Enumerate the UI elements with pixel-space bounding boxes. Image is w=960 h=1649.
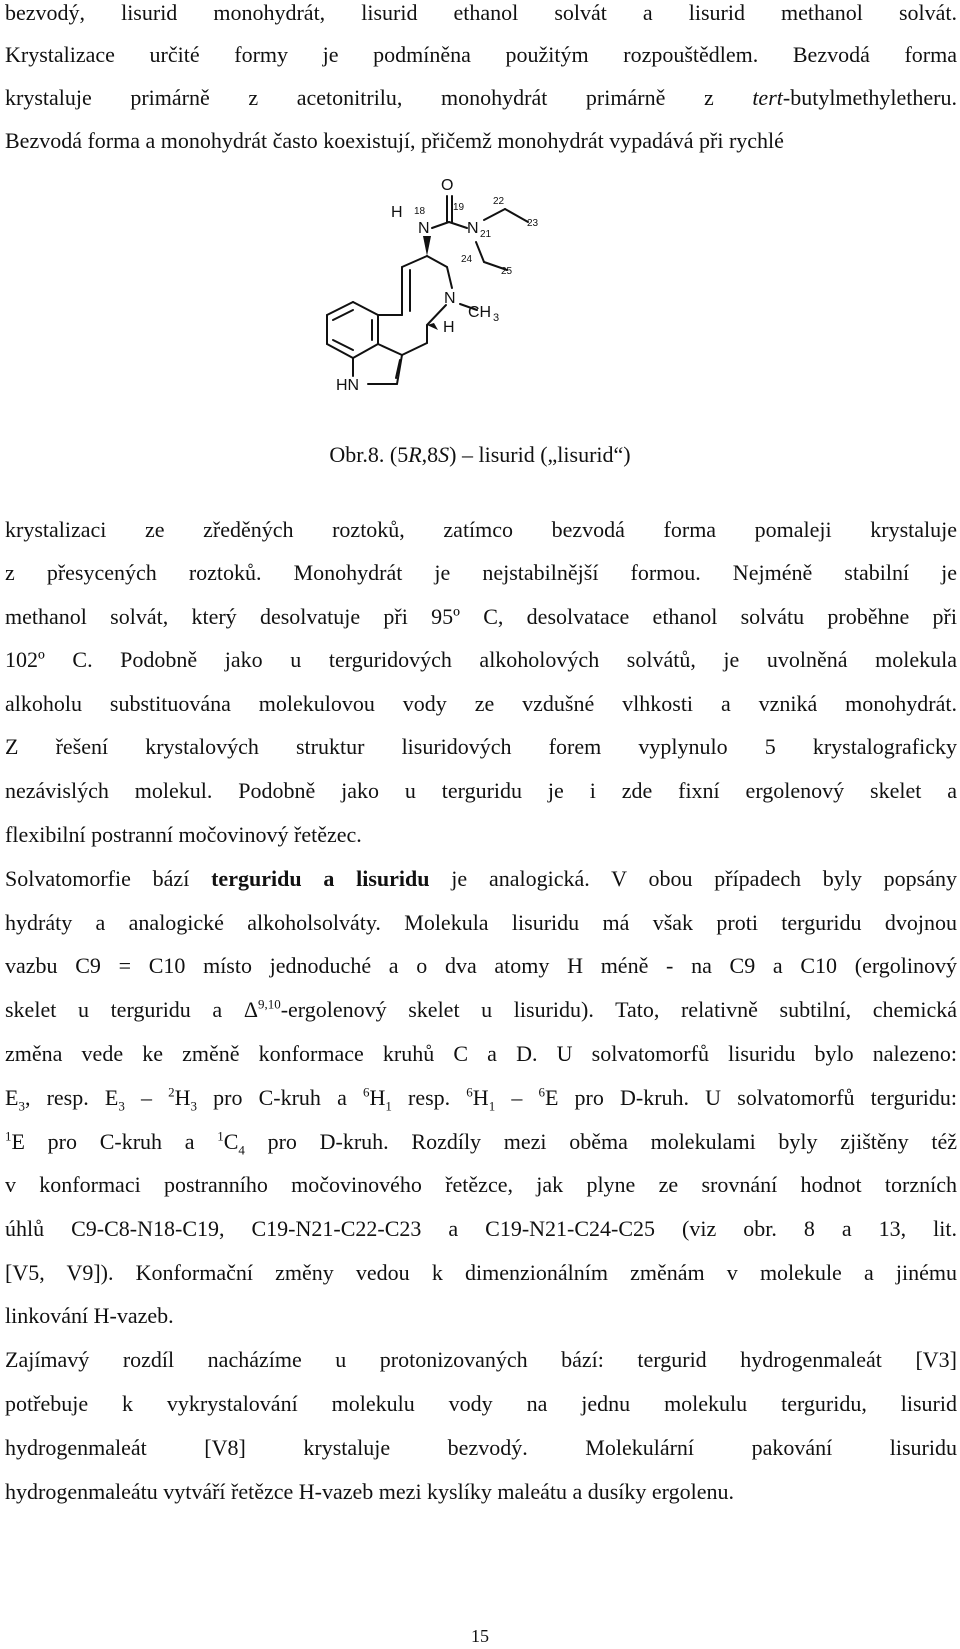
text-segment: 9,10	[257, 996, 281, 1012]
hn-label: HN	[336, 377, 360, 394]
text-line	[5, 866, 957, 892]
text-segment: 3	[18, 1098, 25, 1114]
text-segment: -butylmethyletheru.	[782, 85, 957, 110]
h18-label: H	[391, 204, 403, 221]
num-18-label: 18	[414, 206, 426, 217]
oxygen-label: O	[441, 177, 454, 194]
text-line	[5, 1435, 957, 1461]
text-segment: úhlů C9-C8-N18-C19, C19-N21-C22-C23 a C19-N21-C24-C25 (viz obr. 8 a 13, lit.	[5, 1216, 957, 1241]
text-line	[5, 604, 957, 630]
text-segment: nezávislých molekul. Podobně jako u terguridu je i zde fixní ergolenový skelet a	[5, 778, 957, 803]
n18-label: N	[418, 220, 430, 237]
text-segment: flexibilní postranní močovinový řetězec.	[5, 822, 362, 847]
num-19-label: 19	[453, 202, 465, 213]
text-segment: krystaluje primárně z acetonitrilu, monohydrát primárně z	[5, 85, 753, 110]
text-segment: H	[369, 1085, 386, 1110]
text-segment: hydráty a analogické alkoholsolváty. Molekula lisuridu má však proti terguridu dvojnou	[5, 910, 957, 935]
text-line	[5, 1216, 957, 1242]
text-segment: [V5, V9]). Konformační změny vedou k dimenzionálním změnám v molekule a jinému	[5, 1260, 957, 1285]
text-segment: pro C-kruh a	[197, 1085, 363, 1110]
text-segment: 1	[488, 1098, 496, 1114]
page-number: 15	[471, 1626, 489, 1646]
text-segment: bezvodý, lisurid monohydrát, lisurid ethanol solvát a lisurid methanol solvát.	[5, 0, 957, 25]
text-segment: , resp. E	[24, 1085, 119, 1110]
text-line	[5, 560, 957, 586]
text-line	[5, 517, 957, 543]
figure-caption	[0, 442, 960, 468]
caption-prefix: Obr.8. (5	[329, 442, 409, 467]
text-segment: 102º C. Podobně jako u terguridových alkoholových solvátů, je uvolněná molekula	[5, 647, 957, 672]
text-segment: H	[472, 1085, 489, 1110]
text-segment: alkoholu substituována molekulovou vody ze vzdušné vlhkosti a vzniká monohydrát.	[5, 691, 957, 716]
text-segment: 3	[190, 1098, 197, 1114]
caption-r: R	[408, 442, 422, 467]
text-line	[5, 734, 957, 760]
caption-suffix: ) – lisurid („lisurid“)	[449, 442, 631, 467]
text-segment: pro D-kruh. Rozdíly mezi oběma molekulami byly zjištěny též	[244, 1129, 957, 1154]
text-segment: resp.	[391, 1085, 467, 1110]
text-segment: H	[174, 1085, 191, 1110]
text-segment: vazbu C9 = C10 místo jednoduché a o dva atomy H méně - na C9 a C10 (ergolinový	[5, 953, 957, 978]
text-segment: E pro C-kruh a	[11, 1129, 218, 1154]
text-line	[5, 953, 957, 979]
text-segment: hydrogenmaleát [V8] krystaluje bezvodý. Molekulární pakování lisuridu	[5, 1435, 957, 1460]
num-25-label: 25	[501, 266, 513, 277]
text-line	[5, 1479, 957, 1505]
text-segment: linkování H-vazeb.	[5, 1303, 174, 1328]
text-segment: Zajímavý rozdíl nacházíme u protonizovaných bází: tergurid hydrogenmaleát [V3]	[5, 1347, 957, 1372]
text-line	[5, 1391, 957, 1417]
text-segment: z přesycených roztoků. Monohydrát je nejstabilnější formou. Nejméně stabilní je	[5, 560, 957, 585]
text-segment: 1	[217, 1128, 224, 1144]
text-segment: Z řešení krystalových struktur lisuridových forem vyplynulo 5 krystalograficky	[5, 734, 957, 759]
text-segment: -ergolenový skelet u lisuridu). Tato, relativně subtilní, chemická	[280, 997, 957, 1022]
text-line	[5, 997, 957, 1023]
n6-label: N	[444, 290, 456, 307]
text-segment: změna vede ke změně konformace kruhů C a D. U solvatomorfů lisuridu bylo nalezeno:	[5, 1041, 957, 1066]
text-segment: je analogická. V obou případech byly popsány	[429, 866, 957, 891]
caption-mid: ,8	[421, 442, 439, 467]
text-segment: terguridu a lisuridu	[211, 866, 430, 891]
text-line	[5, 1260, 957, 1286]
text-segment: krystalizaci ze zředěných roztoků, zatímco bezvodá forma pomaleji krystaluje	[5, 517, 957, 542]
text-line	[5, 1041, 957, 1067]
text-segment: Krystalizace určité formy je podmíněna použitým rozpouštědlem. Bezvodá forma	[5, 42, 957, 67]
text-segment: methanol solvát, který desolvatuje při 95º C, desolvatace ethanol solvátu proběhne při	[5, 604, 957, 629]
text-segment: C	[223, 1129, 239, 1154]
text-segment: –	[495, 1085, 539, 1110]
text-segment: potřebuje k vykrystalování molekulu vody na jednu molekulu terguridu, lisurid	[5, 1391, 957, 1416]
ch3-label: CH	[468, 304, 492, 321]
text-line	[5, 822, 957, 848]
h5-label: H	[443, 319, 455, 336]
text-line	[5, 1347, 957, 1373]
num-21-label: 21	[480, 229, 492, 240]
text-segment: 2	[168, 1084, 175, 1100]
text-segment: Solvatomorfie bází	[5, 866, 212, 891]
num-22-label: 22	[493, 196, 505, 207]
text-line	[5, 1128, 957, 1158]
text-segment: 6	[362, 1084, 370, 1100]
text-line	[5, 1303, 957, 1329]
text-line	[5, 910, 957, 936]
text-segment: 1	[385, 1098, 392, 1114]
text-line	[5, 1172, 957, 1198]
text-line	[5, 647, 957, 673]
text-segment: 3	[118, 1098, 125, 1114]
text-segment: 1	[5, 1128, 12, 1144]
lisuride-structure-diagram	[0, 0, 960, 420]
text-segment: tert	[752, 85, 783, 110]
text-segment: 6	[466, 1084, 473, 1100]
caption-s: S	[438, 442, 450, 467]
ch3-subscript: 3	[493, 312, 500, 324]
text-line	[5, 1084, 958, 1114]
text-line	[5, 691, 957, 717]
text-line	[5, 778, 957, 804]
text-segment: 4	[238, 1142, 245, 1158]
text-segment: –	[124, 1085, 169, 1110]
text-segment: hydrogenmaleátu vytváří řetězce H-vazeb mezi kyslíky maleátu a dusíky ergolenu.	[5, 1479, 734, 1504]
text-segment: 6	[538, 1084, 545, 1100]
text-segment: Bezvodá forma a monohydrát často koexistují, přičemž monohydrát vypadává při rychlé	[5, 128, 784, 153]
n21-label: N	[467, 220, 479, 237]
text-segment: skelet u terguridu a Δ	[5, 997, 258, 1022]
text-segment: E	[5, 1085, 19, 1110]
text-segment: E pro D-kruh. U solvatomorfů terguridu:	[544, 1085, 958, 1110]
num-24-label: 24	[461, 254, 473, 265]
num-23-label: 23	[527, 218, 539, 229]
text-segment: v konformaci postranního močovinového řetězce, jak plyne ze srovnání hodnot torzních	[5, 1172, 957, 1197]
